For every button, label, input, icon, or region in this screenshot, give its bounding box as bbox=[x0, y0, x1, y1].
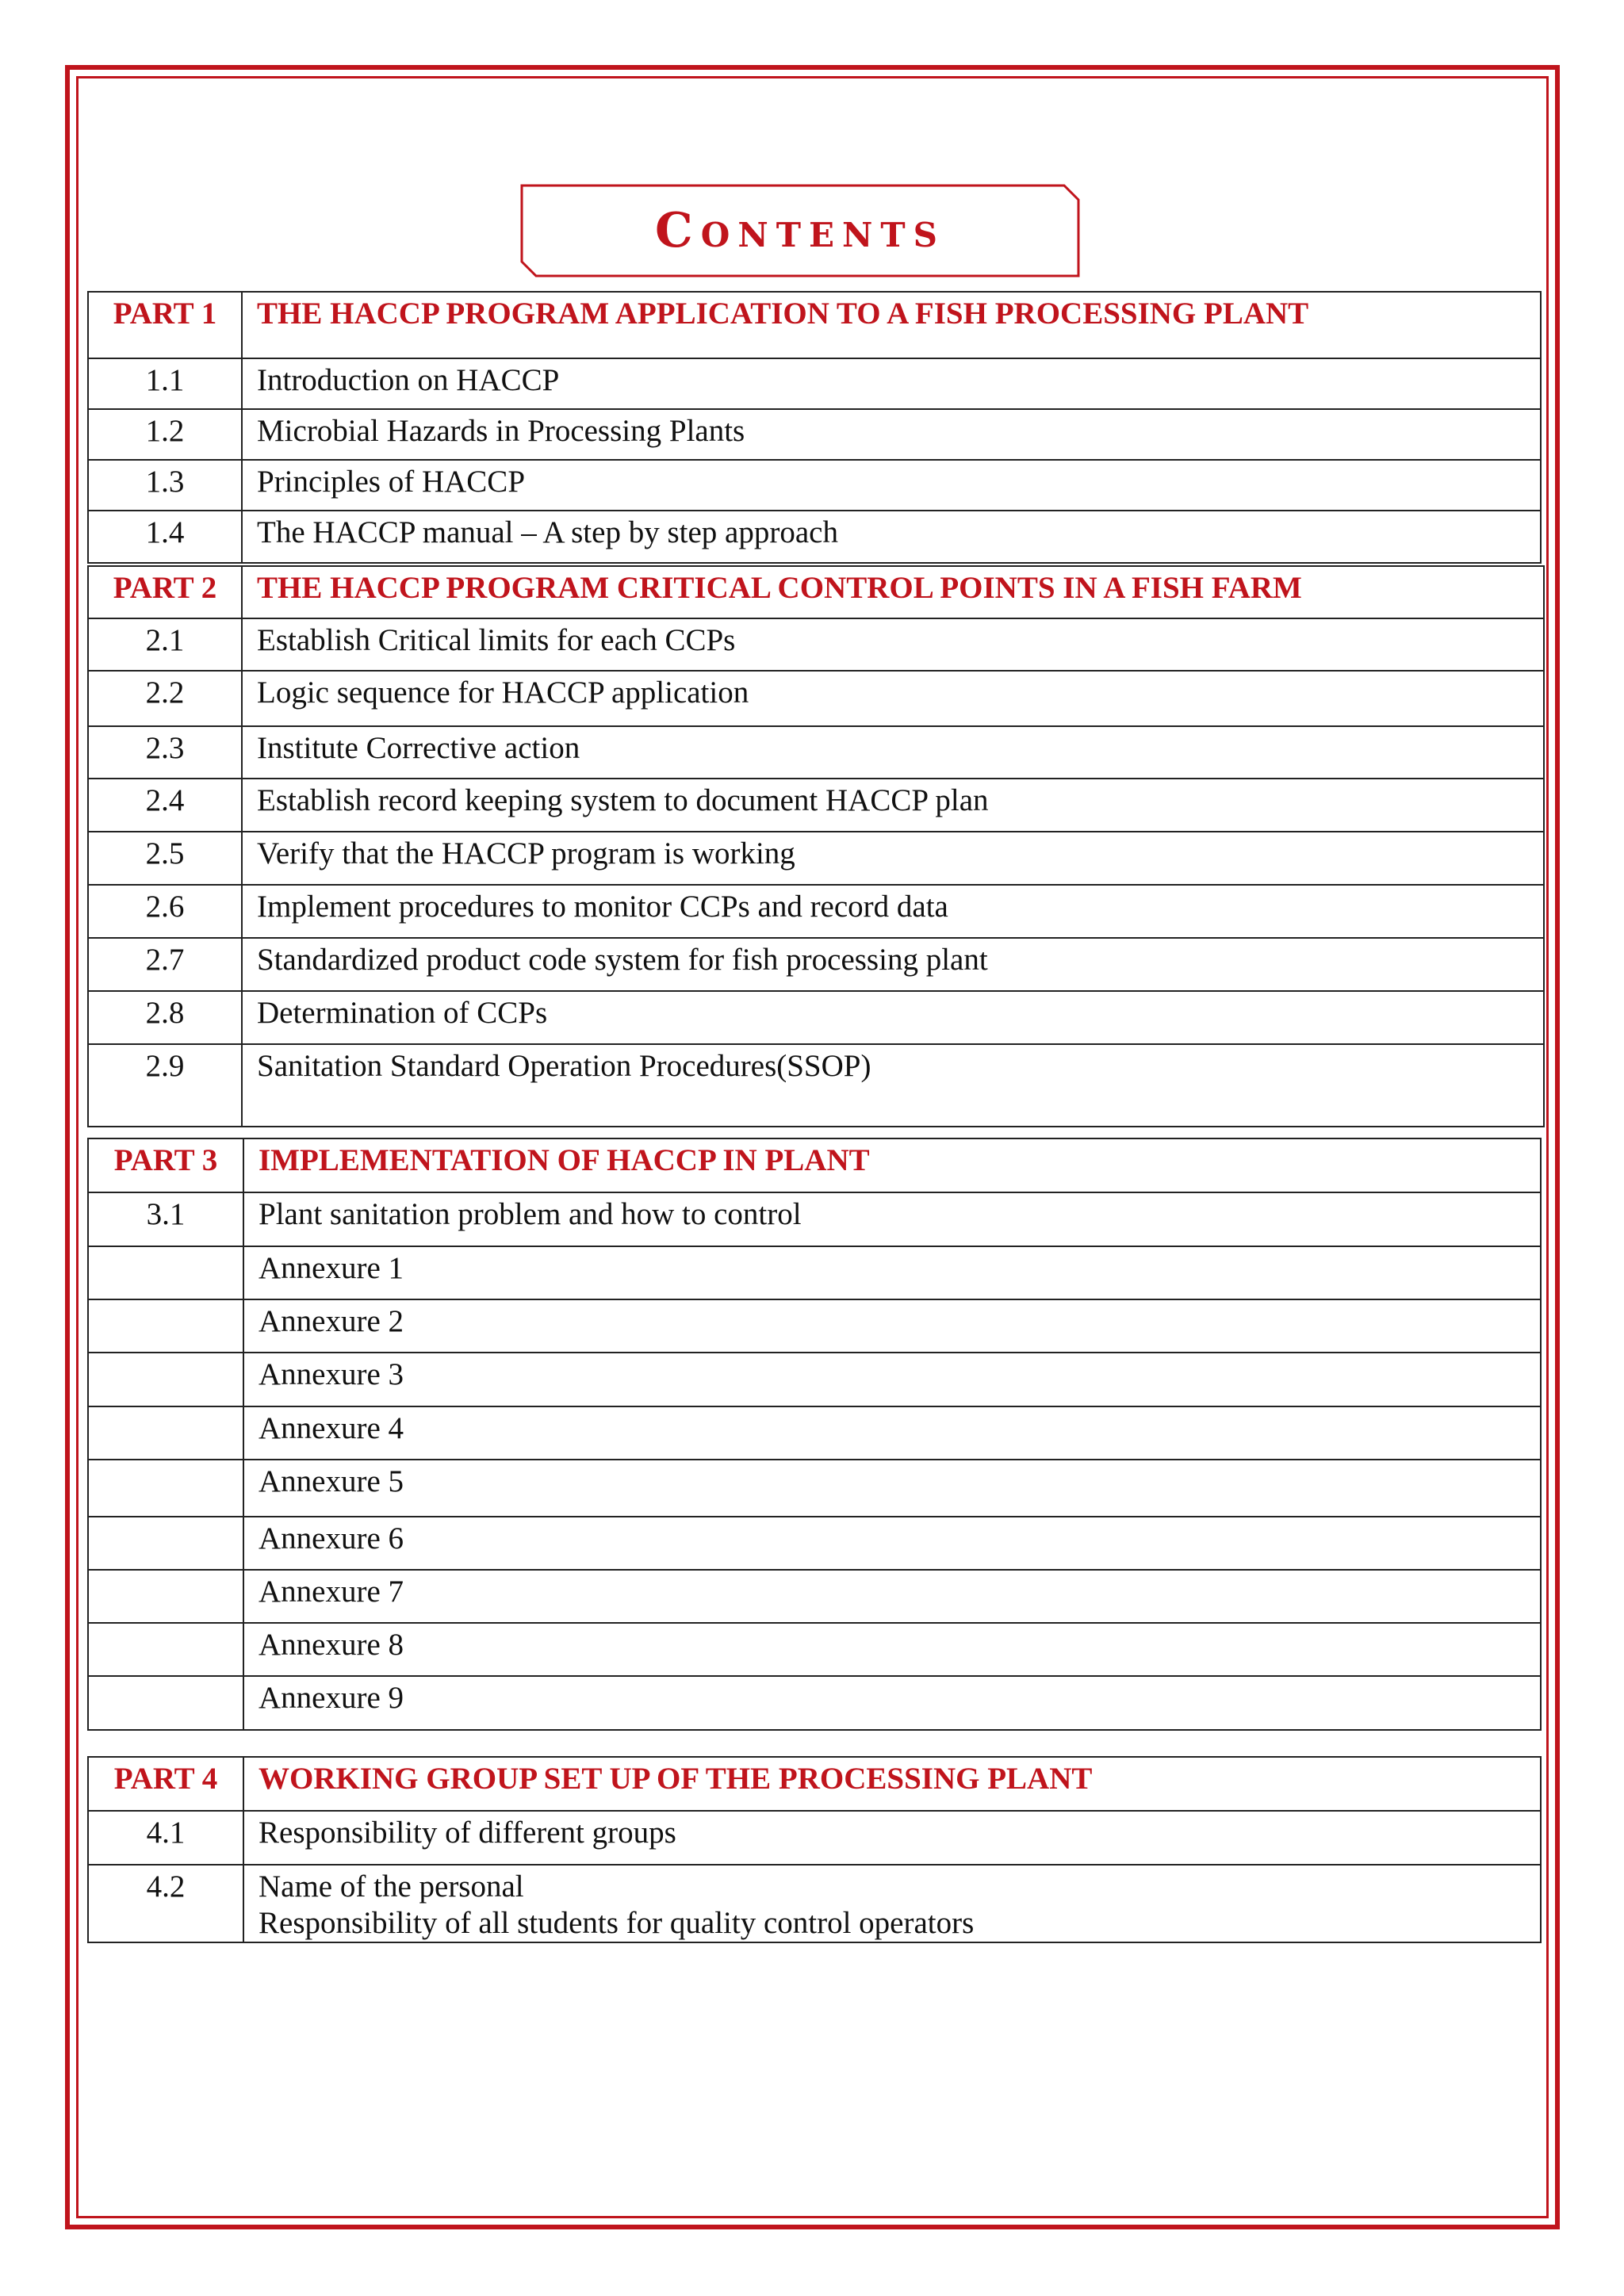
part-3-table bbox=[87, 1138, 1542, 1731]
page-title: Contents bbox=[655, 203, 945, 258]
part-heading: THE HACCP PROGRAM CRITICAL CONTROL POINTS IN A FISH FARM bbox=[242, 566, 1544, 618]
item-title: Annexure 7 bbox=[243, 1570, 1541, 1623]
table-row bbox=[88, 1406, 1541, 1460]
item-title: Establish Critical limits for each CCPs bbox=[242, 618, 1544, 671]
table-row bbox=[88, 1044, 1544, 1127]
item-number: 1.2 bbox=[88, 409, 242, 460]
item-number: 1.4 bbox=[88, 511, 242, 563]
item-title-block bbox=[243, 1865, 1541, 1942]
table-row bbox=[88, 726, 1544, 779]
item-title-second-line: Responsibility of all students for quality control operators bbox=[259, 1906, 975, 1940]
item-title: The HACCP manual – A step by step approach bbox=[242, 511, 1541, 563]
item-title: Annexure 2 bbox=[243, 1299, 1541, 1353]
item-title: Annexure 3 bbox=[243, 1353, 1541, 1406]
item-number bbox=[88, 1299, 243, 1353]
item-number: 4.1 bbox=[88, 1811, 243, 1865]
item-number bbox=[88, 1353, 243, 1406]
item-title: Introduction on HACCP bbox=[242, 358, 1541, 409]
item-title: Principles of HACCP bbox=[242, 460, 1541, 511]
table-row bbox=[88, 358, 1541, 409]
table-row bbox=[88, 1676, 1541, 1730]
part-heading: IMPLEMENTATION OF HACCP IN PLANT bbox=[243, 1138, 1541, 1192]
part-heading: THE HACCP PROGRAM APPLICATION TO A FISH PROCESSING PLANT bbox=[242, 292, 1541, 358]
item-number: 2.5 bbox=[88, 832, 242, 885]
part-4-table bbox=[87, 1756, 1542, 1943]
table-row bbox=[88, 1246, 1541, 1299]
item-title: Annexure 4 bbox=[243, 1406, 1541, 1460]
item-title: Verify that the HACCP program is working bbox=[242, 832, 1544, 885]
table-row bbox=[88, 460, 1541, 511]
item-number: 2.4 bbox=[88, 779, 242, 832]
part-label: PART 1 bbox=[88, 292, 242, 358]
part-header-row bbox=[88, 1138, 1541, 1192]
table-row bbox=[88, 1353, 1541, 1406]
table-row bbox=[88, 832, 1544, 885]
item-title: Establish record keeping system to document HACCP plan bbox=[242, 779, 1544, 832]
item-title: Annexure 6 bbox=[243, 1517, 1541, 1570]
item-title: Annexure 5 bbox=[243, 1460, 1541, 1517]
part-label: PART 2 bbox=[88, 566, 242, 618]
item-number bbox=[88, 1406, 243, 1460]
part-1-table bbox=[87, 291, 1542, 564]
item-number bbox=[88, 1517, 243, 1570]
table-row bbox=[88, 1517, 1541, 1570]
item-title: Annexure 1 bbox=[243, 1246, 1541, 1299]
part-header-row bbox=[88, 292, 1541, 358]
table-row bbox=[88, 1570, 1541, 1623]
table-row bbox=[88, 885, 1544, 938]
item-title: Institute Corrective action bbox=[242, 726, 1544, 779]
item-title: Microbial Hazards in Processing Plants bbox=[242, 409, 1541, 460]
item-number: 2.3 bbox=[88, 726, 242, 779]
part-2-table bbox=[87, 565, 1545, 1127]
item-number bbox=[88, 1246, 243, 1299]
table-row bbox=[88, 618, 1544, 671]
item-title: Annexure 9 bbox=[243, 1676, 1541, 1730]
item-number: 1.3 bbox=[88, 460, 242, 511]
part-label: PART 3 bbox=[88, 1138, 243, 1192]
item-title: Standardized product code system for fish processing plant bbox=[242, 938, 1544, 991]
item-number: 2.8 bbox=[88, 991, 242, 1044]
table-row bbox=[88, 1299, 1541, 1353]
table-row bbox=[88, 938, 1544, 991]
item-title: Annexure 8 bbox=[243, 1623, 1541, 1676]
item-title: Logic sequence for HACCP application bbox=[242, 671, 1544, 726]
table-row bbox=[88, 511, 1541, 563]
item-number bbox=[88, 1623, 243, 1676]
item-number: 3.1 bbox=[88, 1192, 243, 1246]
table-row bbox=[88, 1192, 1541, 1246]
item-title: Sanitation Standard Operation Procedures(SSOP) bbox=[242, 1044, 1544, 1127]
item-title: Determination of CCPs bbox=[242, 991, 1544, 1044]
table-row bbox=[88, 1623, 1541, 1676]
item-number: 2.1 bbox=[88, 618, 242, 671]
part-header-row bbox=[88, 1757, 1541, 1811]
item-number bbox=[88, 1460, 243, 1517]
item-number: 2.9 bbox=[88, 1044, 242, 1127]
table-row bbox=[88, 1811, 1541, 1865]
item-number: 2.2 bbox=[88, 671, 242, 726]
table-row bbox=[88, 991, 1544, 1044]
table-row bbox=[88, 779, 1544, 832]
part-label: PART 4 bbox=[88, 1757, 243, 1811]
item-number bbox=[88, 1570, 243, 1623]
item-title: Name of the personal bbox=[259, 1869, 524, 1904]
item-number: 4.2 bbox=[88, 1865, 243, 1942]
contents-title-box bbox=[520, 184, 1080, 277]
table-row bbox=[88, 1460, 1541, 1517]
item-title: Plant sanitation problem and how to control bbox=[243, 1192, 1541, 1246]
table-row bbox=[88, 671, 1544, 726]
table-row bbox=[88, 1865, 1541, 1942]
item-number: 1.1 bbox=[88, 358, 242, 409]
part-heading: WORKING GROUP SET UP OF THE PROCESSING PLANT bbox=[243, 1757, 1541, 1811]
table-row bbox=[88, 409, 1541, 460]
item-title: Implement procedures to monitor CCPs and record data bbox=[242, 885, 1544, 938]
item-number bbox=[88, 1676, 243, 1730]
item-title: Responsibility of different groups bbox=[243, 1811, 1541, 1865]
item-number: 2.7 bbox=[88, 938, 242, 991]
part-header-row bbox=[88, 566, 1544, 618]
item-number: 2.6 bbox=[88, 885, 242, 938]
